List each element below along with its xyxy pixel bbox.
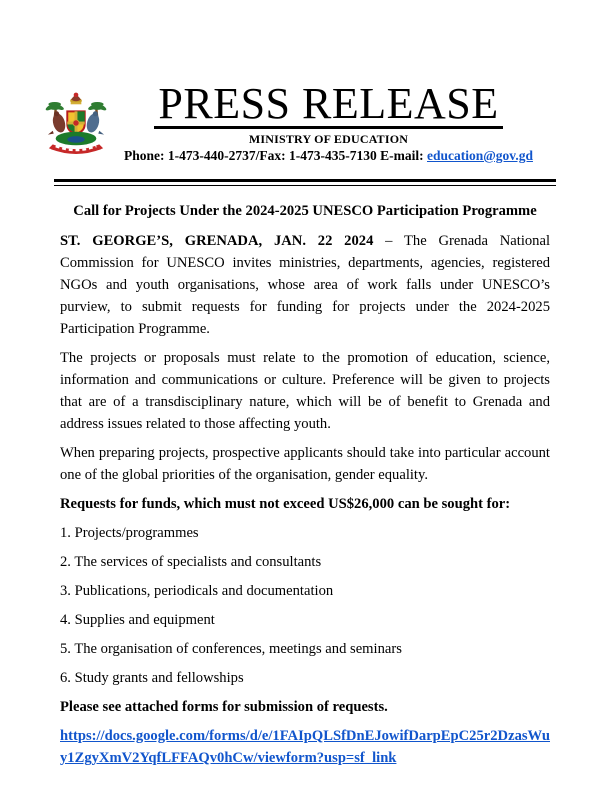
closing-statement: Please see attached forms for submission of requests. (60, 698, 388, 715)
letterhead-text (107, 79, 550, 164)
list-item-2: 2. The services of specialists and consultants (60, 553, 322, 570)
google-form-link[interactable]: https://docs.google.com/forms/d/e/1FAIpQLSfDnEJowifDarpEpC25r2DzasWuy1ZgyXmV2YqfLFFAQv0hCw/viewform?usp=sf_link (60, 727, 550, 766)
list-item-6: 6. Study grants and fellowships (60, 669, 244, 686)
list-item-3: 3. Publications, periodicals and documentation (60, 582, 334, 599)
funds-statement: Requests for funds, which must not exceed US$26,000 can be sought for: (60, 495, 511, 512)
masthead-title: PRESS RELEASE (154, 86, 502, 129)
list-item-1: 1. Projects/programmes (60, 524, 199, 541)
intro-text: – The Grenada National Commission for UNESCO invites ministries, departments, agencies, registered NGOs and youth organisations, whose area of work falls under UNESCO’s purview, to submit requests for funding for projects under the 2024-2025 Participation Programme. (60, 232, 550, 337)
contact-line (107, 148, 550, 164)
list-item-5: 5. The organisation of conferences, meetings and seminars (60, 640, 402, 657)
paragraph-global-priorities: When preparing projects, prospective applicants should take into particular account one of the global priorities of the organisation, gender equality. (60, 444, 550, 483)
paragraph-intro (60, 230, 550, 340)
form-link-paragraph (60, 725, 550, 769)
document-body (60, 200, 550, 769)
dateline: ST. GEORGE’S, GRENADA, JAN. 22 2024 (60, 232, 374, 249)
letterhead (45, 79, 550, 164)
contact-text: Phone: 1-473-440-2737/Fax: 1-473-435-7130 E-mail: (124, 147, 427, 163)
email-link[interactable]: education@gov.gd (427, 147, 533, 163)
paragraph-project-criteria: The projects or proposals must relate to the promotion of education, science, information and communications or culture. Preference will be given to projects that are of a transdisciplinary nature, which will be of benefit to Grenada and address issues related to those affecting youth. (60, 349, 550, 432)
double-rule-divider (54, 179, 556, 186)
headline: Call for Projects Under the 2024-2025 UNESCO Participation Programme (73, 202, 537, 219)
list-item-4: 4. Supplies and equipment (60, 611, 215, 628)
grenada-coat-of-arms-icon (45, 88, 107, 158)
ministry-name: MINISTRY OF EDUCATION (248, 131, 409, 146)
